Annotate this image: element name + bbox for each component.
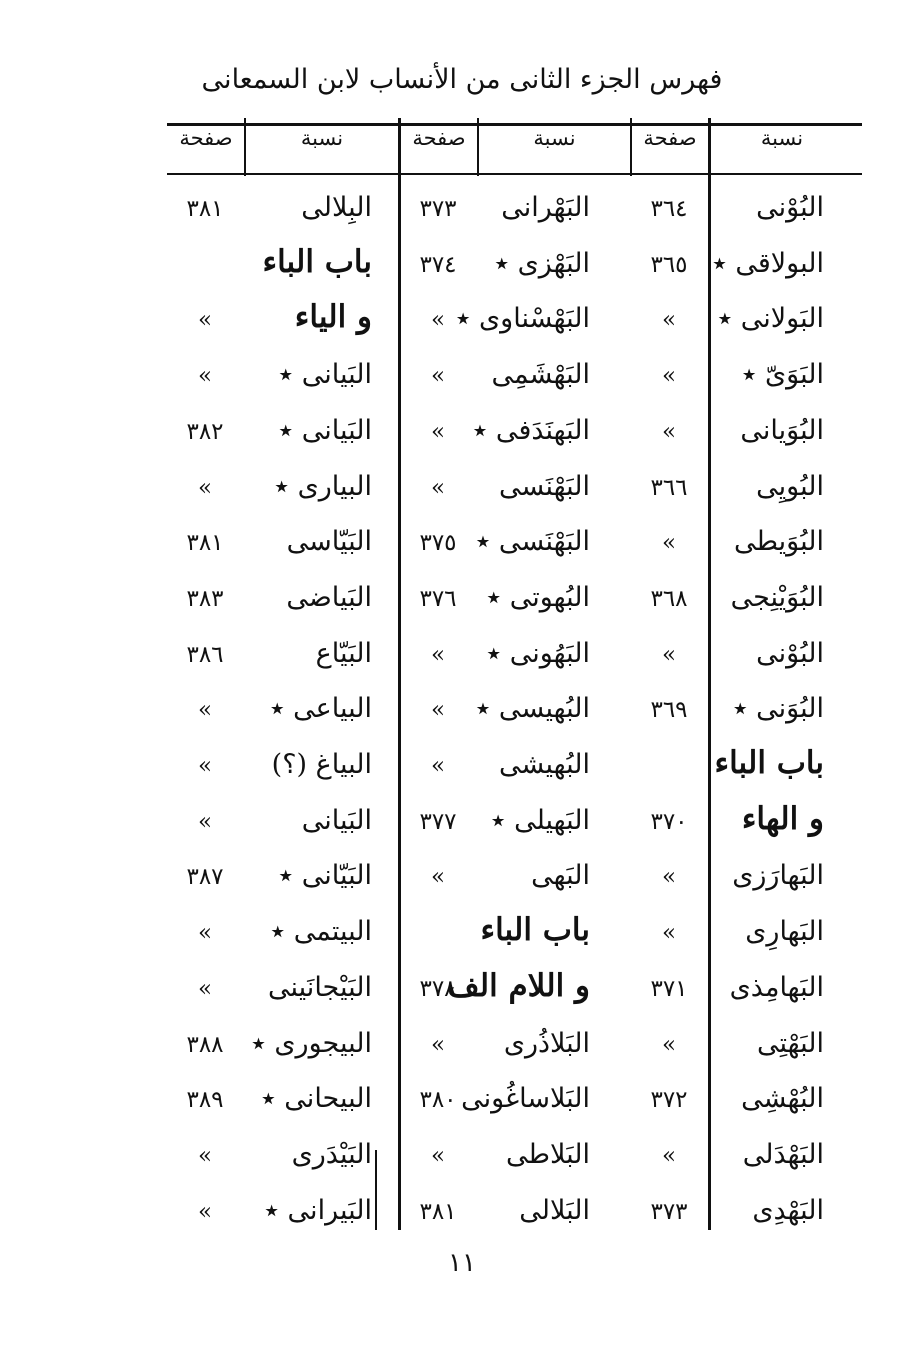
- page-ref: ٣٨٢: [186, 419, 224, 445]
- nisba-entry: البُهيسى ٭: [475, 693, 590, 724]
- nisba-entry: البَهْدَلى: [742, 1139, 824, 1170]
- column-divider: [708, 118, 711, 1230]
- nisba-entry: البياغ (؟): [271, 749, 372, 780]
- nisba-entry: البَيْجانَينى: [268, 972, 372, 1003]
- nisba-entry: البَولانى ٭: [717, 303, 824, 334]
- nisba-entry: البَيّانى ٭: [278, 860, 372, 891]
- nisba-entry: البَهنَدَفى ٭: [472, 415, 590, 446]
- page-ref: ٣٦٥: [650, 252, 688, 278]
- page-ref: ٣٨٠: [419, 1087, 457, 1113]
- page-ref: »: [197, 976, 213, 1002]
- nisba-entry: البَهْنَسى ٭: [475, 526, 590, 557]
- nisba-entry: البَلاساغُونى: [461, 1083, 590, 1114]
- nisba-entry: البَلالى: [519, 1195, 590, 1226]
- section-heading: باب الباء: [262, 244, 372, 280]
- page-ref: »: [197, 1199, 213, 1225]
- header-safha: صفحة: [179, 126, 233, 150]
- column-divider: [398, 118, 401, 1230]
- page-ref: »: [661, 530, 677, 556]
- page-ref: »: [197, 697, 213, 723]
- nisba-entry: البيحانى ٭: [261, 1083, 372, 1114]
- page-ref: ٣٨١: [186, 196, 224, 222]
- nisba-entry: البَهارِى: [745, 916, 824, 947]
- nisba-entry: البَيّاع: [315, 638, 372, 669]
- nisba-entry: البَهُونى ٭: [486, 638, 590, 669]
- nisba-entry: البَهْرانى: [501, 192, 590, 223]
- page-ref: »: [197, 475, 213, 501]
- nisba-entry: البُوَيانى: [740, 415, 824, 446]
- nisba-entry: البَهْشَمِى: [491, 359, 590, 390]
- header-nisba: نسبة: [300, 126, 344, 150]
- nisba-entry: البَوَىّ ٭: [741, 359, 824, 390]
- page-ref: »: [430, 363, 446, 389]
- nisba-entry: البُويِى: [756, 471, 824, 502]
- page-ref: »: [430, 864, 446, 890]
- page-ref: »: [661, 363, 677, 389]
- page-ref: ٣٦٤: [650, 196, 688, 222]
- page-number: ١١: [448, 1248, 476, 1278]
- section-heading: باب الباء: [480, 912, 590, 948]
- page-ref: ٣٨٩: [186, 1087, 224, 1113]
- page-ref: »: [661, 864, 677, 890]
- page-ref: ٣٨٦: [186, 642, 224, 668]
- nisba-entry: البِلالى: [301, 192, 372, 223]
- nisba-entry: البَهى: [531, 860, 590, 891]
- nisba-entry: البَيّاسى: [286, 526, 372, 557]
- header-nisba: نسبة: [533, 126, 576, 150]
- nisba-entry: البُهْشِى: [741, 1083, 824, 1114]
- page-ref: ٣٨٧: [186, 864, 224, 890]
- nisba-entry: البَيرانى ٭: [264, 1195, 372, 1226]
- page-ref: »: [661, 1143, 677, 1169]
- page-ref: ٣٧٣: [419, 196, 457, 222]
- page-ref: »: [197, 809, 213, 835]
- nisba-entry: البُهيشى: [498, 749, 590, 780]
- page-ref: ٣٦٩: [650, 697, 688, 723]
- nisba-entry: البَهْدِى: [752, 1195, 824, 1226]
- page-ref: ٣٨٣: [186, 586, 224, 612]
- nisba-entry: البَهامِذى: [729, 972, 824, 1003]
- section-heading: باب الباء: [714, 745, 824, 781]
- page-ref: »: [661, 1032, 677, 1058]
- nisba-entry: البُوَنى ٭: [732, 693, 824, 724]
- nisba-entry: البُوَيطى: [734, 526, 824, 557]
- column-divider: [375, 1150, 377, 1230]
- page-ref: ٣٧٣: [650, 1199, 688, 1225]
- page-ref: »: [661, 307, 677, 333]
- page-ref: ٣٧٠: [650, 809, 688, 835]
- header-safha: صفحة: [643, 126, 697, 150]
- nisba-entry: البَلاطى: [506, 1139, 590, 1170]
- page-ref: ٣٧١: [650, 976, 688, 1002]
- page-ref: »: [430, 475, 446, 501]
- page-ref: ٣٦٦: [650, 475, 688, 501]
- section-heading: و اللام الف: [447, 968, 590, 1004]
- page-ref: ٣٧٤: [419, 252, 457, 278]
- nisba-entry: البَلاذُرى: [503, 1028, 590, 1059]
- nisba-entry: البَيانى ٭: [278, 415, 372, 446]
- nisba-entry: البَهْزى ٭: [494, 248, 590, 279]
- page-ref: ٣٧٦: [419, 586, 457, 612]
- header-safha: صفحة: [412, 126, 466, 150]
- page-ref: »: [430, 1143, 446, 1169]
- nisba-entry: البُوَيْنِجى: [730, 582, 824, 613]
- page-ref: »: [430, 753, 446, 779]
- nisba-entry: البيارى ٭: [274, 471, 372, 502]
- nisba-entry: البولاقى ٭: [712, 248, 824, 279]
- page-ref: »: [430, 697, 446, 723]
- nisba-entry: البَيانى ٭: [278, 359, 372, 390]
- page-ref: ٣٧٨: [419, 976, 457, 1002]
- nisba-entry: البَهيلى ٭: [490, 805, 590, 836]
- page-title: فهرس الجزء الثانى من الأنساب لابن السمعانى: [201, 64, 723, 95]
- nisba-entry: البَهْتِى: [757, 1028, 824, 1059]
- page-ref: »: [661, 642, 677, 668]
- page-ref: »: [197, 363, 213, 389]
- nisba-entry: البيجورى ٭: [251, 1028, 372, 1059]
- page-ref: »: [197, 920, 213, 946]
- page-ref: »: [430, 642, 446, 668]
- page-ref: »: [430, 1032, 446, 1058]
- nisba-entry: البَيْدَرى: [291, 1139, 372, 1170]
- page-ref: ٣٧٥: [419, 530, 457, 556]
- nisba-entry: البَهْنَسى: [498, 471, 590, 502]
- header-bottom-rule: [167, 173, 862, 175]
- page-ref: »: [197, 1143, 213, 1169]
- section-heading: و الهاء: [741, 801, 824, 837]
- nisba-entry: البياعى ٭: [269, 693, 372, 724]
- page-ref: ٣٦٨: [650, 586, 688, 612]
- page-ref: ٣٨١: [419, 1199, 457, 1225]
- page-ref: »: [197, 307, 213, 333]
- page-ref: ٣٨٨: [186, 1032, 224, 1058]
- page-ref: »: [661, 920, 677, 946]
- nisba-entry: البَهْسْناوى ٭: [455, 303, 590, 334]
- header-nisba: نسبة: [760, 126, 804, 150]
- page-ref: ٣٧٢: [650, 1087, 688, 1113]
- page-ref: »: [430, 307, 446, 333]
- nisba-entry: البَيانى: [301, 805, 372, 836]
- nisba-entry: البَياضى: [286, 582, 372, 613]
- page-ref: »: [661, 419, 677, 445]
- page-ref: ٣٨١: [186, 530, 224, 556]
- nisba-entry: البُهوتى ٭: [486, 582, 590, 613]
- nisba-entry: البيتمى ٭: [270, 916, 372, 947]
- page-ref: »: [430, 419, 446, 445]
- page-ref: »: [197, 753, 213, 779]
- page-ref: ٣٧٧: [419, 809, 457, 835]
- nisba-entry: البُوْنى: [756, 192, 824, 223]
- nisba-entry: البَهارَزى: [732, 860, 824, 891]
- section-heading: و الياء: [294, 299, 372, 335]
- nisba-entry: البُوْنى: [756, 638, 824, 669]
